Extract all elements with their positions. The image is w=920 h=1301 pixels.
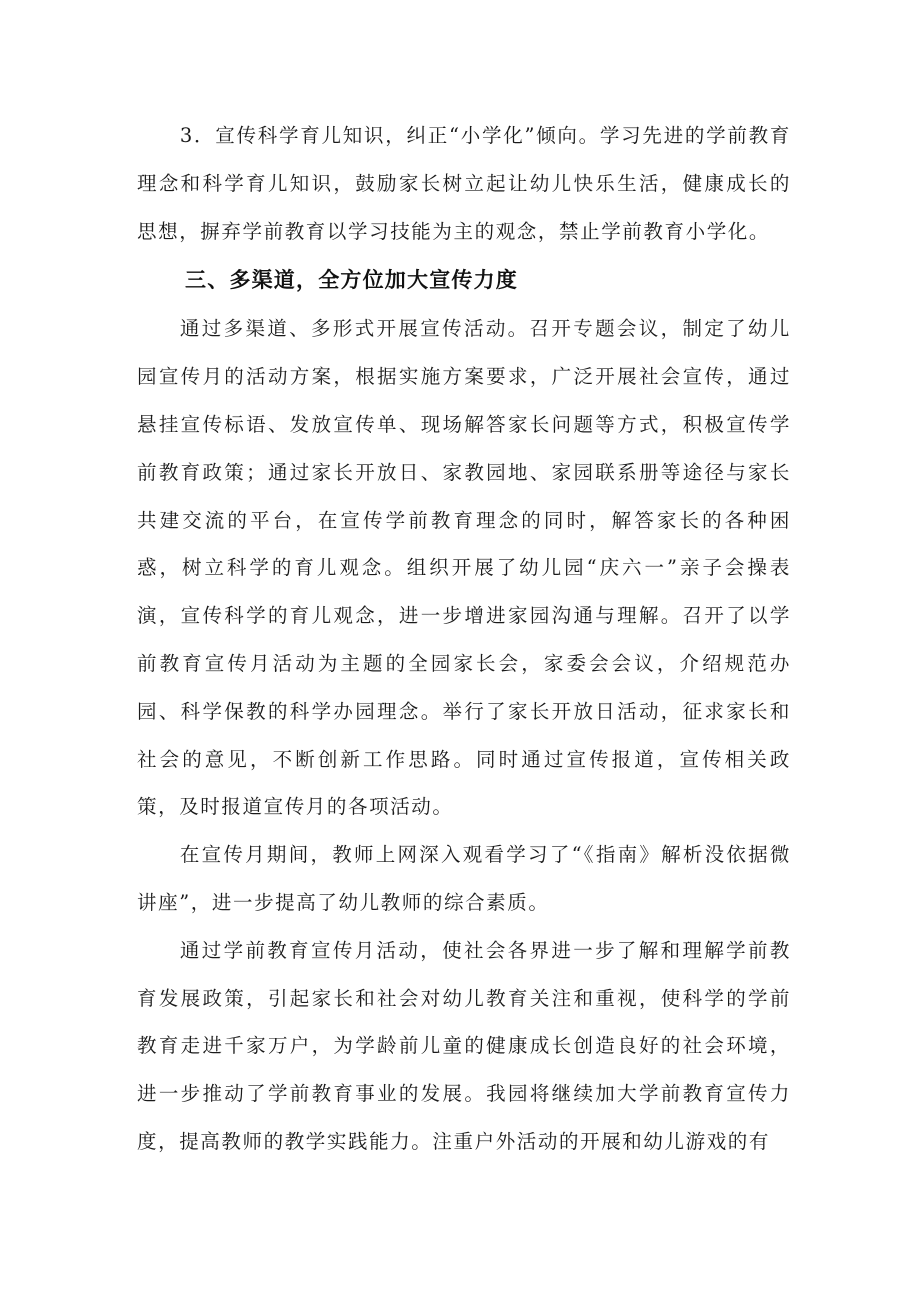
document-body [137, 112, 791, 1166]
paragraph-item-3: 3．宣传科学育儿知识，纠正“小学化”倾向。学习先进的学前教育理念和科学育儿知识，鼓励家长树立起让幼儿快乐生活，健康成长的思想，摒弃学前教育以学习技能为主的观念，禁止学前教育小学化。 [137, 124, 791, 243]
paragraph-summary: 通过学前教育宣传月活动，使社会各界进一步了解和理解学前教育发展政策，引起家长和社会对幼儿教育关注和重视，使科学的学前教育走进千家万户，为学龄前儿童的健康成长创造良好的社会环境，进一步推动了学前教育事业的发展。我园将继续加大学前教育宣传力度，提高教师的教学实践能力。注重户外活动的开展和幼儿游戏的有 [137, 938, 791, 1153]
section-heading: 三、多渠道，全方位加大宣传力度 [185, 268, 518, 293]
paragraph-teacher-learning: 在宣传月期间，教师上网深入观看学习了“《指南》解析没依据微讲座”，进一步提高了幼儿教师的综合素质。 [137, 843, 791, 914]
paragraph-publicity-channels: 通过多渠道、多形式开展宣传活动。召开专题会议，制定了幼儿园宣传月的活动方案，根据实施方案要求，广泛开展社会宣传，通过悬挂宣传标语、发放宣传单、现场解答家长问题等方式，积极宣传学前教育政策；通过家长开放日、家教园地、家园联系册等途径与家长共建交流的平台，在宣传学前教育理念的同时，解答家长的各种困惑，树立科学的育儿观念。组织开展了幼儿园“庆六一”亲子会操表演，宣传科学的育儿观念，进一步增进家园沟通与理解。召开了以学前教育宣传月活动为主题的全园家长会，家委会会议，介绍规范办园、科学保教的科学办园理念。举行了家长开放日活动，征求家长和社会的意见，不断创新工作思路。同时通过宣传报道，宣传相关政策，及时报道宣传月的各项活动。 [137, 317, 791, 819]
